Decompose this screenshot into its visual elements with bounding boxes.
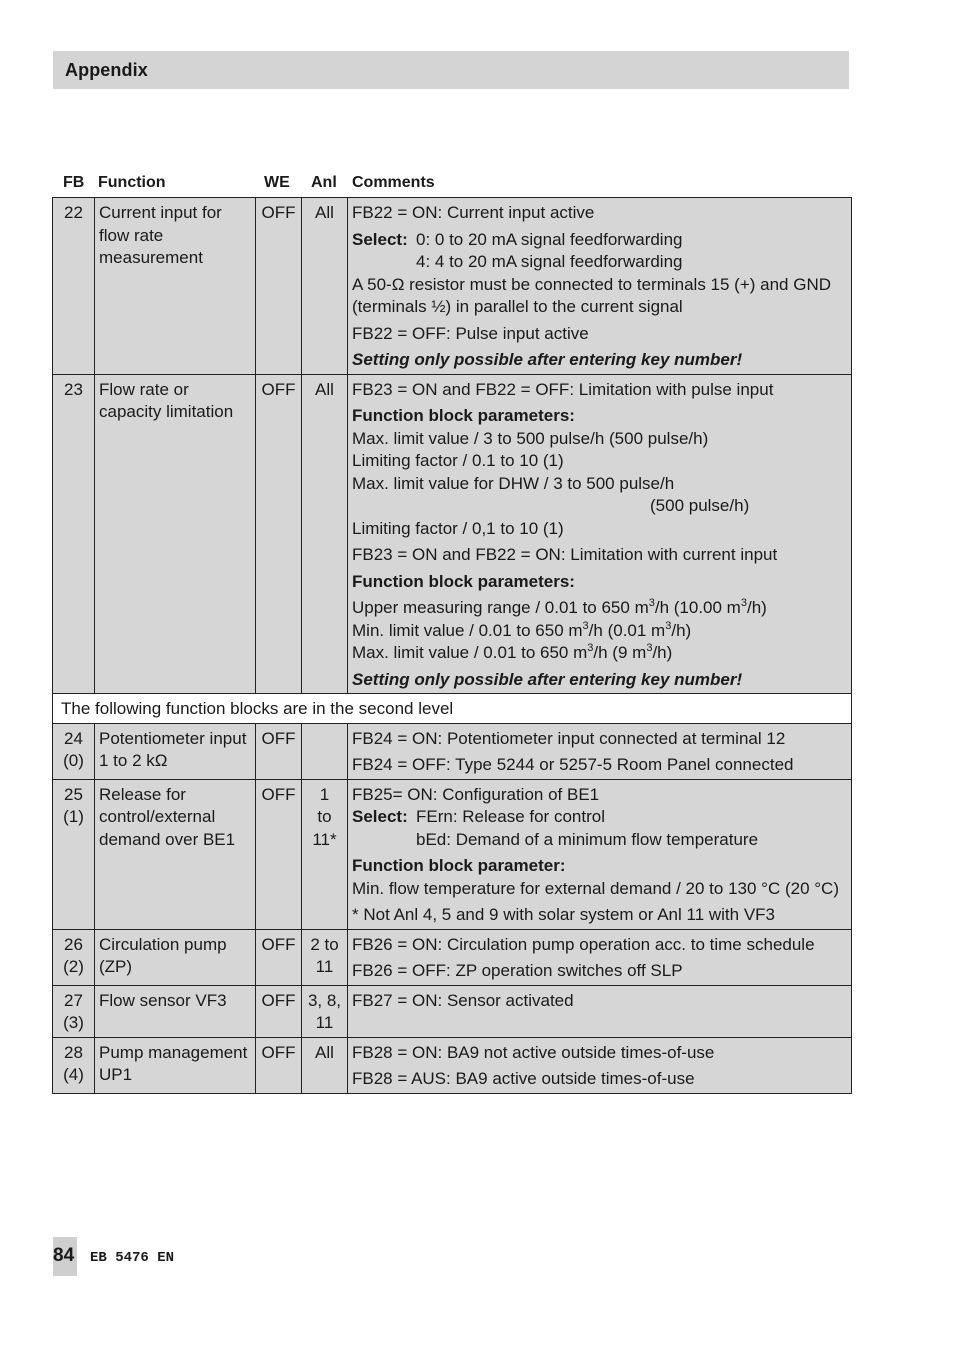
function-cell: Flow sensor VF3 bbox=[95, 985, 256, 1037]
table-row bbox=[53, 694, 852, 724]
comments-cell: FB28 = ON: BA9 not active outside times-of-use FB28 = AUS: BA9 active outside times-of-use bbox=[348, 1037, 852, 1093]
fb-cell: 25 (1) bbox=[53, 779, 95, 929]
function-block-table bbox=[52, 197, 852, 1094]
col-header-fb: FB bbox=[63, 174, 85, 191]
table-row bbox=[53, 985, 852, 1037]
function-cell: Pump management UP1 bbox=[95, 1037, 256, 1093]
fb-cell: 26 (2) bbox=[53, 929, 95, 985]
section-header-bar bbox=[53, 51, 849, 89]
table-row bbox=[53, 1037, 852, 1093]
we-cell: OFF bbox=[256, 374, 302, 694]
comments-cell: FB23 = ON and FB22 = OFF: Limitation with pulse input Function block parameters: Max. limit value / 3 to 500 pulse/h (500 pulse/h) Limiting factor / 0.1 to 10 (1) Max. limit value for DHW / 3 to 500 pulse/h (500 pulse/h) Limiting factor / 0,1 to 10 (1) FB23 = ON and FB22 = ON: Limitation with current input Function block parameters: Upper measuring range / 0.01 to 650 $m^3/h$ (10.00 $m^3/h$) Min. limit value / 0.01 to 650 $m^3/h$ (0.01 $m^3/h$) Max. limit value / 0.01 to 650 $m^3/h$ (9 $m^3/h$) Setting only possible after entering key number! bbox=[348, 374, 852, 694]
function-cell: Potentiometer input 1 to 2 kΩ bbox=[95, 723, 256, 779]
anl-cell: 3, 8, 11 bbox=[302, 985, 348, 1037]
anl-cell: All bbox=[302, 374, 348, 694]
comments-cell: FB27 = ON: Sensor activated bbox=[348, 985, 852, 1037]
comments-cell: FB24 = ON: Potentiometer input connected at terminal 12 FB24 = OFF: Type 5244 or 5257-5 Room Panel connected bbox=[348, 723, 852, 779]
level-note: The following function blocks are in the second level bbox=[53, 694, 852, 724]
fb-cell: 28 (4) bbox=[53, 1037, 95, 1093]
comments-cell: FB25= ON: Configuration of BE1 Select: FErn: Release for control bEd: Demand of a minimum flow temperature Function block parameter: Min. flow temperature for external demand / 20 to 130 °C (20 °C) * Not Anl 4, 5 and 9 with solar system or Anl 11 with VF3 bbox=[348, 779, 852, 929]
col-header-function: Function bbox=[98, 174, 166, 191]
table-row bbox=[53, 929, 852, 985]
table-row bbox=[53, 779, 852, 929]
anl-cell: All bbox=[302, 198, 348, 375]
fb-cell: 27 (3) bbox=[53, 985, 95, 1037]
table-header bbox=[53, 172, 851, 196]
we-cell: OFF bbox=[256, 1037, 302, 1093]
table-row bbox=[53, 198, 852, 375]
function-cell: Circulation pump (ZP) bbox=[95, 929, 256, 985]
page-number: 84 bbox=[53, 1245, 75, 1266]
fb-cell: 23 bbox=[53, 374, 95, 694]
document-id: EB 5476 EN bbox=[90, 1250, 175, 1266]
anl-cell: All bbox=[302, 1037, 348, 1093]
function-cell: Current input for flow rate measurement bbox=[95, 198, 256, 375]
we-cell: OFF bbox=[256, 779, 302, 929]
we-cell: OFF bbox=[256, 985, 302, 1037]
we-cell: OFF bbox=[256, 723, 302, 779]
function-cell: Release for control/external demand over BE1 bbox=[95, 779, 256, 929]
section-title: Appendix bbox=[65, 60, 148, 80]
fb-cell: 24 (0) bbox=[53, 723, 95, 779]
anl-cell bbox=[302, 723, 348, 779]
col-header-we: WE bbox=[264, 174, 290, 191]
fb-cell: 22 bbox=[53, 198, 95, 375]
table-row bbox=[53, 723, 852, 779]
anl-cell: 2 to 11 bbox=[302, 929, 348, 985]
we-cell: OFF bbox=[256, 929, 302, 985]
we-cell: OFF bbox=[256, 198, 302, 375]
col-header-comments: Comments bbox=[352, 174, 435, 191]
comments-cell: FB22 = ON: Current input active Select: 0: 0 to 20 mA signal feedforwarding 4: 4 to 20 mA signal feedforwarding A 50-Ω resistor must be connected to terminals 15 (+) and GND (terminals ½) in parallel to the current signal FB22 = OFF: Pulse input active Setting only possible after entering key number! bbox=[348, 198, 852, 375]
table-row bbox=[53, 374, 852, 694]
anl-cell: 1 to 11* bbox=[302, 779, 348, 929]
comments-cell: FB26 = ON: Circulation pump operation acc. to time schedule FB26 = OFF: ZP operation switches off SLP bbox=[348, 929, 852, 985]
col-header-anl: Anl bbox=[311, 174, 337, 191]
function-cell: Flow rate or capacity limitation bbox=[95, 374, 256, 694]
